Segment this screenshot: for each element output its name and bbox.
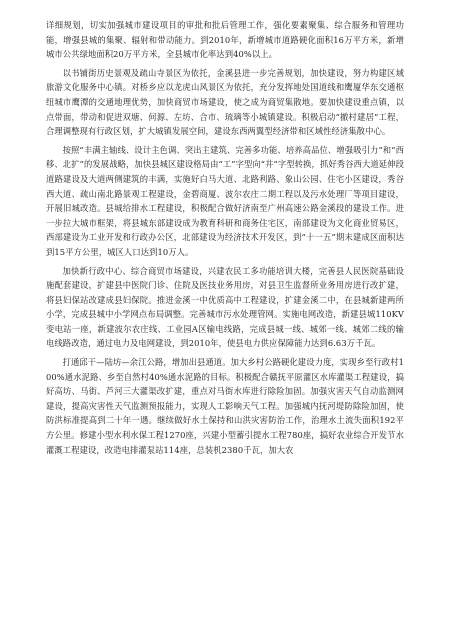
paragraph-3: 按照“丰满主轴线、设计主色调、突出主建筑、完善多功能、培养高品位、增强吸引力”和“西移、北扩”的发展战略，加快县城区建设格局由“工”字型向“井”字型转换，抓好秀谷西大道延伸段道路建设及大道两侧建筑的丰满，实施好白马大道、北路利路、象山公园、住宅小区建设，秀谷西大道、疏山南北路景观工程建设，金碧商厦、波尔农庄二期工程以及污水处理厂等项目建设，开展旧城改造。县城给排水工程建设，积极配合做好济南至广州高速公路金溪段的建设工作。进一步拉大城市框架，将县城东部建设成为教育科研和商务住宅区，南部建设为文化商业贸易区，西部建设为工业开发和行政办公区，北部建设为经济技术开发区，到“十一五”期末建成区面积达到15平方公里，城区人口达到10万人。: [46, 144, 404, 257]
paragraph-1: 详细规划，切实加强城市建设项目的审批和批后管理工作，强化要素聚集、综合服务和管理功能，增强县城的集聚、辐射和带动能力。到2010年，新增城市道路硬化面积16万平方米，新增城市公共绿地面积20万平方米，全县城市化率达到40%以上。: [46, 20, 404, 60]
paragraph-5: 打通邱干—陆坊—余江公路，增加出县通道。加大乡村公路硬化建设力度，实现乡至行政村100%通水泥路、乡至自然村40%通水泥路的目标。积极配合赣抚平原灌区水库灌渠工程建设，搞好高坊、马街、芦河三大灌渠改扩建，重点对马街水库进行除险加固。加强灾害天气自动监测网建设，提高灾害性天气监测预报能力，实现人工影响天气工程。加强城内抚河堤防除险加固，使防洪标准提高到二十年一遇。继续做好水土保持和山洪灾害防治工作，治理水土流失面积192平方公里。修建小型水利水保工程1270座，兴建小型蓄引提水工程780座，搞好农业综合开发节水灌溉工程建设，改造电排灌泵站114座，总装机2380千瓦，加大农: [46, 357, 404, 455]
paragraph-4: 加快新行政中心、综合商贸市场建设，兴建农民工多功能培训大楼，完善县人民医院基础设施配套建设，扩建县中医院门诊、住院及医技业务用房，对县卫生监督所业务用房进行改扩建，将县妇保站改建成县妇保院。推进金溪一中优质高中工程建设，扩建金溪二中，在县城新建两所小学，完成县城中小学网点布局调整。完善城市污水处理管网。实施电网改造，新建县城110KV变电站一座，新建波尔农庄线、工业园A区输电线路，完成县城一线、城郊一线、城郊二线的输电线路改造，通过电力及电网建设，到2010年，使县电力供应保障能力达到6.63万千瓦。: [46, 265, 404, 349]
paragraph-2: 以书铺街历史景观及疏山寺景区为依托，金溪县进一步完善规划，加快建设，努力构建区域旅游文化服务中心镇。对桥乡应以龙虎山风景区为依托，充分发挥地处国道线和鹰厦华东交通枢纽城市鹰潭的交通地理优势，加快商贸市场建设，使之成为商贸集散地。要加快建设重点镇，以点带面，带动和促进双塘、何源、左坊、合市、琉璃等小城镇建设。积极启动“撤村建居”工程，合理调整现有行政区划，扩大城镇发展空间，建设东西两翼型经济带和区域性经济集散中心。: [46, 67, 404, 137]
